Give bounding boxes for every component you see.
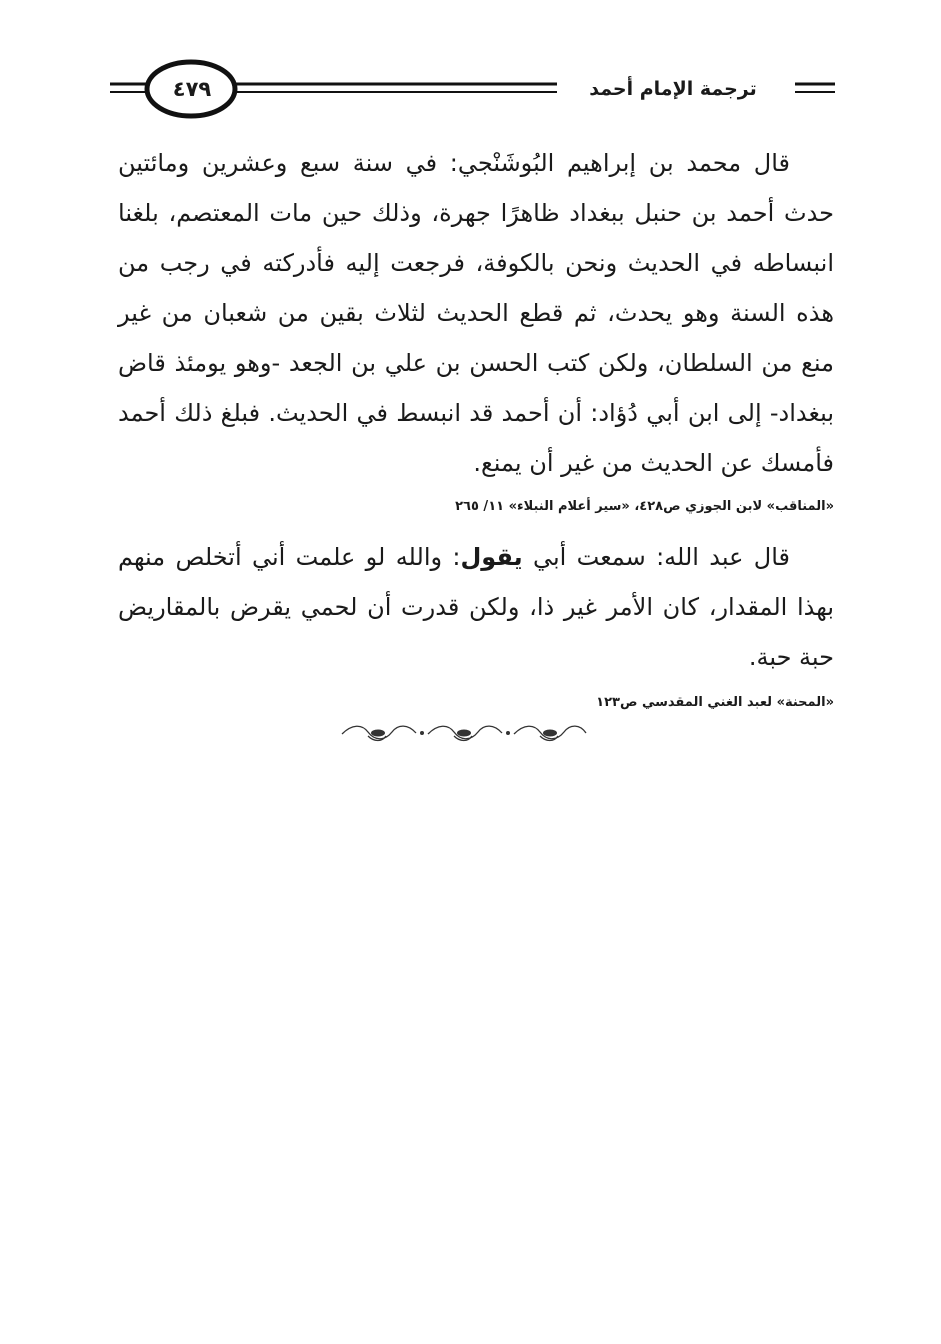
paragraph-abdullah	[118, 532, 834, 682]
paragraph-abdullah-lead: قال عبد الله: سمعت أبي	[522, 543, 790, 571]
source-citation-2: «المحنة» لعبد الغني المقدسي ص١٢٣	[596, 695, 834, 710]
paragraph-bushanji: قال محمد بن إبراهيم البُوشَنْجي: في سنة سبع وعشرين ومائتين حدث أحمد بن حنبل ببغداد ظاهرًا جهرة، وذلك حين مات المعتصم، بلغنا انبساطه في الحديث ونحن بالكوفة، فرجعت إليه فأدركته في رجب من هذه السنة وهو يحدث، ثم قطع الحديث لثلاث بقين من شعبان من غير منع من السلطان، ولكن كتب الحسن بن علي بن الجعد -وهو يومئذ قاض ببغداد- إلى ابن أبي دُؤاد: أن أحمد قد انبسط في الحديث. فبلغ ذلك أحمد فأمسك عن الحديث من غير أن يمنع.	[118, 149, 834, 477]
page-header	[110, 58, 835, 120]
page-body	[118, 138, 834, 728]
page-number: ٤٧٩	[172, 77, 212, 101]
paragraph-abdullah-rest: : والله لو علمت أني أتخلص منهم بهذا المقدار، كان الأمر غير ذا، ولكن قدرت أن لحمي يقرض بالمقاريض حبة حبة.	[118, 543, 834, 671]
paragraph-abdullah-bold: يقول	[460, 543, 523, 571]
source-citation-1: «المناقب» لابن الجوزي ص٤٢٨، «سير أعلام النبلاء» ١١/ ٢٦٥	[455, 499, 834, 514]
running-title: ترجمة الإمام أحمد	[557, 74, 789, 104]
floral-divider-icon	[338, 718, 590, 748]
